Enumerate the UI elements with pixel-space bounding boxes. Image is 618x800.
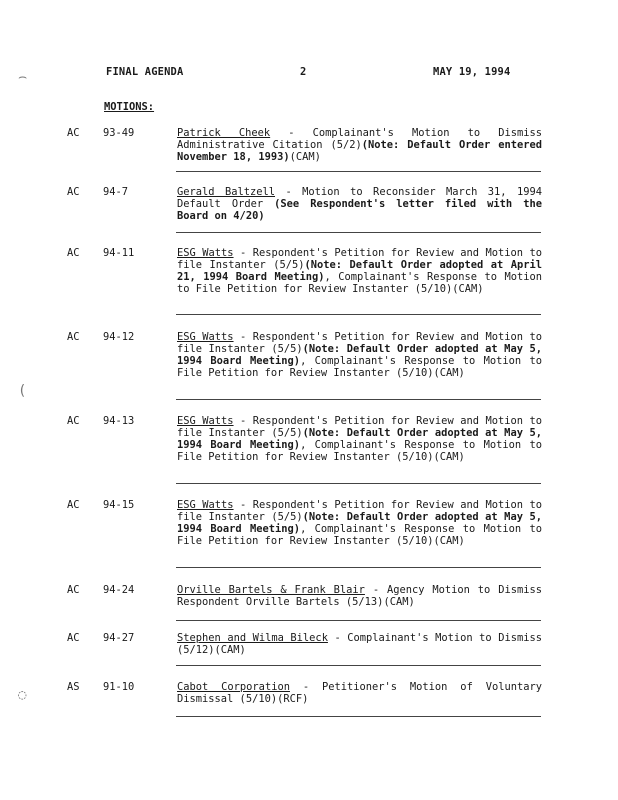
agenda-title: FINAL AGENDA bbox=[106, 66, 184, 78]
motion-note: (Note: Default Order adopted at April 21, 1994 Board Meeting) bbox=[177, 259, 542, 283]
party-name: Patrick Cheek bbox=[177, 127, 271, 139]
item-code: AC bbox=[67, 331, 80, 343]
item-description bbox=[177, 499, 542, 547]
case-number: 91-10 bbox=[103, 681, 135, 693]
item-description bbox=[177, 632, 542, 656]
case-number: 94-13 bbox=[103, 415, 135, 427]
motion-note: (Note: Default Order entered November 18, 1993) bbox=[177, 139, 542, 163]
party-name: Stephen and Wilma Bileck bbox=[177, 632, 328, 644]
motion-text: - Agency Motion to Dismiss Respondent Orville Bartels (5/13)(CAM) bbox=[177, 584, 542, 608]
item-code: AC bbox=[67, 127, 80, 139]
motion-text: - Petitioner's Motion of Voluntary Dismissal (5/10)(RCF) bbox=[177, 681, 542, 705]
case-number: 94-15 bbox=[103, 499, 135, 511]
motion-text: - Respondent's Petition for Review and Motion to file Instanter (5/5) bbox=[177, 499, 542, 523]
divider-line bbox=[176, 567, 541, 568]
divider-line bbox=[176, 232, 541, 233]
motion-text: - Respondent's Petition for Review and Motion to file Instanter (5/5) bbox=[177, 247, 542, 271]
margin-scan-mark: ⌢ bbox=[18, 69, 28, 85]
item-description bbox=[177, 584, 542, 608]
motion-note: (Note: Default Order adopted at May 5, 1994 Board Meeting) bbox=[177, 511, 542, 535]
motion-tail: , Complainant's Response to Motion to File Petition for Review Instanter (5/10)(CAM) bbox=[177, 271, 542, 295]
party-name: ESG Watts bbox=[177, 331, 234, 343]
motion-text: - Respondent's Petition for Review and Motion to file Instanter (5/5) bbox=[177, 415, 542, 439]
item-code: AC bbox=[67, 499, 80, 511]
section-heading-motions: MOTIONS: bbox=[104, 101, 155, 113]
party-name: Gerald Baltzell bbox=[177, 186, 276, 198]
case-number: 94-12 bbox=[103, 331, 135, 343]
item-description bbox=[177, 247, 542, 295]
motion-tail: , Complainant's Response to Motion to File Petition for Review Instanter (5/10)(CAM) bbox=[177, 439, 543, 463]
motion-note: (Note: Default Order adopted at May 5, 1994 Board Meeting) bbox=[177, 343, 542, 367]
motion-tail: , Complainant's Response to Motion to File Petition for Review Instanter (5/10)(CAM) bbox=[177, 355, 543, 379]
case-number: 94-27 bbox=[103, 632, 135, 644]
party-name: ESG Watts bbox=[177, 247, 234, 259]
case-number: 94-11 bbox=[103, 247, 135, 259]
item-code: AC bbox=[67, 186, 80, 198]
party-name: ESG Watts bbox=[177, 499, 234, 511]
motion-text: - Motion to Reconsider March 31, 1994 Default Order bbox=[177, 186, 542, 210]
page-number: 2 bbox=[300, 66, 307, 78]
motion-text: - Complainant's Motion to Dismiss (5/12)(CAM) bbox=[177, 632, 542, 656]
motion-note: (Note: Default Order adopted at May 5, 1994 Board Meeting) bbox=[177, 427, 542, 451]
margin-scan-mark: ( bbox=[18, 383, 27, 399]
party-name: Orville Bartels & Frank Blair bbox=[177, 584, 365, 596]
item-code: AC bbox=[67, 632, 80, 644]
party-name: ESG Watts bbox=[177, 415, 234, 427]
item-description bbox=[177, 331, 542, 379]
item-code: AC bbox=[67, 247, 80, 259]
item-description bbox=[177, 415, 542, 463]
divider-line bbox=[176, 483, 541, 484]
motion-tail: , Complainant's Response to Motion to File Petition for Review Instanter (5/10)(CAM) bbox=[177, 523, 543, 547]
motion-note: (See Respondent's letter filed with the Board on 4/20) bbox=[177, 198, 542, 222]
item-description bbox=[177, 681, 542, 705]
agenda-date: MAY 19, 1994 bbox=[433, 66, 511, 78]
divider-line bbox=[176, 620, 541, 621]
party-name: Cabot Corporation bbox=[177, 681, 290, 693]
divider-line bbox=[176, 716, 541, 717]
divider-line bbox=[176, 171, 541, 172]
divider-line bbox=[176, 665, 541, 666]
item-code: AS bbox=[67, 681, 80, 693]
item-description bbox=[177, 186, 542, 222]
item-code: AC bbox=[67, 415, 80, 427]
motion-tail: (CAM) bbox=[289, 151, 321, 163]
motion-text: - Respondent's Petition for Review and Motion to file Instanter (5/5) bbox=[177, 331, 542, 355]
case-number: 94-24 bbox=[103, 584, 135, 596]
case-number: 94-7 bbox=[103, 186, 129, 198]
item-code: AC bbox=[67, 584, 80, 596]
item-description bbox=[177, 127, 542, 163]
motion-text: - Complainant's Motion to Dismiss Administrative Citation (5/2) bbox=[177, 127, 542, 151]
case-number: 93-49 bbox=[103, 127, 135, 139]
divider-line bbox=[176, 399, 541, 400]
divider-line bbox=[176, 314, 541, 315]
margin-scan-mark: ◌ bbox=[18, 687, 27, 703]
